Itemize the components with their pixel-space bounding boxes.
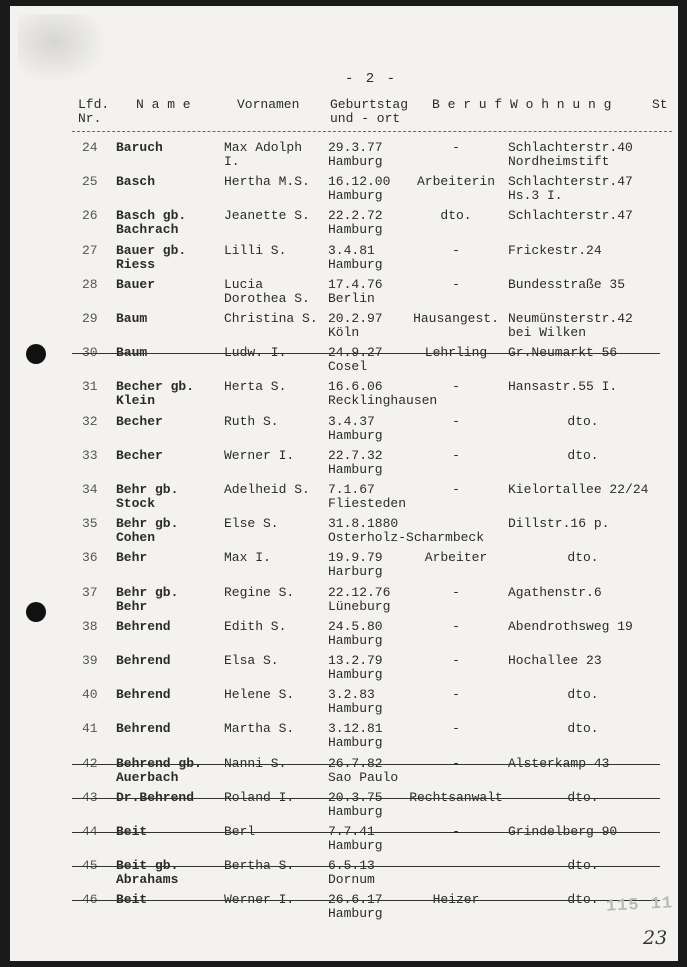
row-name: Bauer gb. <box>116 243 187 258</box>
row-geburtsort: Hamburg <box>328 906 383 921</box>
table-row <box>10 141 678 171</box>
row-vornamen: Roland I. <box>224 790 295 805</box>
row-beruf: - <box>452 585 460 600</box>
header-nr: Nr. <box>78 111 102 126</box>
row-beruf: - <box>452 824 460 839</box>
row-number: 36 <box>82 550 98 565</box>
row-wohnung: dto. <box>567 414 599 429</box>
header-extra: St <box>652 97 668 112</box>
row-number: 44 <box>82 824 98 839</box>
row-name: Behrend <box>116 721 171 736</box>
table-row <box>10 415 678 445</box>
row-vornamen: Hertha M.S. <box>224 174 310 189</box>
row-number: 28 <box>82 277 98 292</box>
row-geburtsort: Hamburg <box>328 428 383 443</box>
row-geburtsort: Dornum <box>328 872 375 887</box>
row-vornamen: Nanni S. <box>224 756 287 771</box>
row-number: 39 <box>82 653 98 668</box>
row-geburtsort: Lüneburg <box>328 599 391 614</box>
row-name-second-line: Abrahams <box>116 872 179 887</box>
row-geburtsort: Hamburg <box>328 667 383 682</box>
row-name: Becher <box>116 414 163 429</box>
row-geburtsort: Hamburg <box>328 804 383 819</box>
header-vornamen: Vornamen <box>237 97 300 112</box>
punch-hole-bottom <box>26 602 46 622</box>
row-wohnung: dto. <box>567 687 599 702</box>
row-number: 34 <box>82 482 98 497</box>
row-geburtstag: 20.2.97 <box>328 311 383 326</box>
row-geburtstag: 16.6.06 <box>328 379 383 394</box>
row-wohnung: Neumünsterstr.42 <box>508 311 633 326</box>
row-number: 24 <box>82 140 98 155</box>
row-geburtstag: 13.2.79 <box>328 653 383 668</box>
row-wohnung: Schlachterstr.47 <box>508 174 633 189</box>
row-wohnung: Hansastr.55 I. <box>508 379 618 394</box>
row-name: Dr.Behrend <box>116 790 195 805</box>
handwritten-page-number: 23 <box>643 927 668 949</box>
row-wohnung: Alsterkamp 43 <box>508 756 610 771</box>
row-geburtsort: Hamburg <box>328 257 383 272</box>
strikethrough-line <box>72 764 660 765</box>
table-row <box>10 620 678 650</box>
row-name: Basch <box>116 174 156 189</box>
row-name-second-line: Behr <box>116 599 148 614</box>
table-row <box>10 175 678 205</box>
row-number: 25 <box>82 174 98 189</box>
row-name: Beit <box>116 824 148 839</box>
row-vornamen: Berl <box>224 824 256 839</box>
row-geburtstag: 3.12.81 <box>328 721 383 736</box>
table-row <box>10 312 678 342</box>
row-geburtstag: 26.6.17 <box>328 892 383 907</box>
table-row <box>10 517 678 547</box>
row-name: Baruch <box>116 140 163 155</box>
row-geburtstag: 26.7.82 <box>328 756 383 771</box>
row-geburtsort: Sao Paulo <box>328 770 399 785</box>
row-vornamen: Jeanette S. <box>224 208 310 223</box>
row-geburtstag: 3.4.37 <box>328 414 375 429</box>
row-geburtsort: Hamburg <box>328 838 383 853</box>
row-beruf: - <box>452 653 460 668</box>
row-geburtsort: Fliesteden <box>328 496 407 511</box>
row-geburtstag: 22.7.32 <box>328 448 383 463</box>
row-wohnung: dto. <box>567 858 599 873</box>
row-geburtstag: 17.4.76 <box>328 277 383 292</box>
row-geburtstag: 3.4.81 <box>328 243 375 258</box>
row-vornamen: Bertha S. <box>224 858 295 873</box>
row-geburtsort: Hamburg <box>328 154 383 169</box>
row-name: Behr <box>116 550 148 565</box>
row-wohnung: Gr.Neumarkt 56 <box>508 345 618 360</box>
row-geburtstag: 22.2.72 <box>328 208 383 223</box>
row-number: 43 <box>82 790 98 805</box>
row-number: 31 <box>82 379 98 394</box>
header-geburtsort: und - ort <box>330 111 401 126</box>
row-beruf: - <box>452 448 460 463</box>
header-divider <box>72 131 672 132</box>
row-geburtstag: 24.9.27 <box>328 345 383 360</box>
row-beruf: - <box>452 721 460 736</box>
strikethrough-line <box>72 798 660 799</box>
row-name: Bauer <box>116 277 156 292</box>
row-geburtsort: Osterholz-Scharmbeck <box>328 530 485 545</box>
row-geburtsort: Hamburg <box>328 701 383 716</box>
row-vornamen: Regine S. <box>224 585 295 600</box>
row-beruf: - <box>452 482 460 497</box>
row-name-second-line: Klein <box>116 393 156 408</box>
row-wohnung: dto. <box>567 790 599 805</box>
row-geburtsort: Hamburg <box>328 188 383 203</box>
row-name: Behrend <box>116 619 171 634</box>
row-vornamen: Christina S. <box>224 311 318 326</box>
row-beruf: - <box>452 243 460 258</box>
row-geburtstag: 16.12.00 <box>328 174 391 189</box>
row-geburtsort: Hamburg <box>328 222 383 237</box>
row-vornamen-second-line: I. <box>224 154 240 169</box>
row-vornamen: Lilli S. <box>224 243 287 258</box>
row-number: 27 <box>82 243 98 258</box>
row-number: 41 <box>82 721 98 736</box>
header-lfd: Lfd. <box>78 97 110 112</box>
row-name-second-line: Riess <box>116 257 156 272</box>
row-vornamen: Herta S. <box>224 379 287 394</box>
row-geburtstag: 22.12.76 <box>328 585 391 600</box>
row-vornamen: Werner I. <box>224 448 295 463</box>
row-wohnung-second-line: Hs.3 I. <box>508 188 563 203</box>
row-wohnung: Schlachterstr.47 <box>508 208 633 223</box>
smudge-mark <box>18 14 108 84</box>
row-beruf: - <box>452 619 460 634</box>
row-vornamen: Max Adolph <box>224 140 303 155</box>
row-name: Behrend <box>116 687 171 702</box>
row-name: Behrend <box>116 653 171 668</box>
row-number: 35 <box>82 516 98 531</box>
row-vornamen-second-line: Dorothea S. <box>224 291 310 306</box>
row-name-second-line: Auerbach <box>116 770 179 785</box>
row-vornamen: Ruth S. <box>224 414 279 429</box>
row-wohnung: Frickestr.24 <box>508 243 602 258</box>
row-name-second-line: Bachrach <box>116 222 179 237</box>
row-wohnung: Agathenstr.6 <box>508 585 602 600</box>
row-number: 26 <box>82 208 98 223</box>
row-geburtstag: 19.9.79 <box>328 550 383 565</box>
header-wohnung: W o h n u n g <box>510 97 612 112</box>
row-name: Becher gb. <box>116 379 195 394</box>
row-name: Behr gb. <box>116 516 179 531</box>
row-number: 37 <box>82 585 98 600</box>
row-number: 38 <box>82 619 98 634</box>
table-row <box>10 483 678 513</box>
row-name: Behrend gb. <box>116 756 202 771</box>
row-number: 42 <box>82 756 98 771</box>
table-row <box>10 449 678 479</box>
row-number: 30 <box>82 345 98 360</box>
row-beruf: Heizer <box>432 892 480 907</box>
row-beruf: Lehrling <box>424 345 488 360</box>
row-name: Behr gb. <box>116 482 179 497</box>
row-name: Basch gb. <box>116 208 187 223</box>
table-row <box>10 209 678 239</box>
page-number: - 2 - <box>345 71 398 87</box>
row-geburtstag: 6.5.13 <box>328 858 375 873</box>
table-row <box>10 551 678 581</box>
row-beruf: - <box>452 379 460 394</box>
row-geburtstag: 7.1.67 <box>328 482 375 497</box>
row-wohnung: Hochallee 23 <box>508 653 602 668</box>
row-wohnung: dto. <box>567 550 599 565</box>
row-wohnung: dto. <box>567 721 599 736</box>
row-wohnung: Schlachterstr.40 <box>508 140 633 155</box>
row-name: Behr gb. <box>116 585 179 600</box>
table-row <box>10 346 678 376</box>
row-number: 45 <box>82 858 98 873</box>
row-vornamen: Edith S. <box>224 619 287 634</box>
header-name: N a m e <box>136 97 191 112</box>
row-geburtsort: Berlin <box>328 291 375 306</box>
row-vornamen: Elsa S. <box>224 653 279 668</box>
row-geburtsort: Hamburg <box>328 735 383 750</box>
row-wohnung-second-line: bei Wilken <box>508 325 587 340</box>
row-beruf: - <box>452 140 460 155</box>
row-vornamen: Else S. <box>224 516 279 531</box>
row-number: 33 <box>82 448 98 463</box>
strikethrough-line <box>72 900 660 901</box>
header-geburtstag: Geburtstag <box>330 97 409 112</box>
row-wohnung: dto. <box>567 448 599 463</box>
punch-hole-top <box>26 344 46 364</box>
row-number: 40 <box>82 687 98 702</box>
row-geburtsort: Harburg <box>328 564 383 579</box>
row-wohnung: dto. <box>567 892 599 907</box>
row-geburtstag: 31.8.1880 <box>328 516 399 531</box>
table-row <box>10 278 678 308</box>
row-vornamen: Max I. <box>224 550 271 565</box>
strikethrough-line <box>72 832 660 833</box>
row-beruf: Hausangest. <box>413 311 499 326</box>
table-row <box>10 893 678 923</box>
table-row <box>10 825 678 855</box>
row-vornamen: Martha S. <box>224 721 295 736</box>
row-geburtsort: Hamburg <box>328 462 383 477</box>
row-name: Baum <box>116 345 148 360</box>
row-beruf: Arbeiter <box>424 550 488 565</box>
table-row <box>10 859 678 889</box>
row-geburtstag: 3.2.83 <box>328 687 375 702</box>
row-wohnung: Dillstr.16 p. <box>508 516 610 531</box>
row-geburtstag: 24.5.80 <box>328 619 383 634</box>
row-wohnung: Abendrothsweg 19 <box>508 619 633 634</box>
row-wohnung: Kielortallee 22/24 <box>508 482 649 497</box>
row-beruf: dto. <box>440 208 472 223</box>
table-row <box>10 722 678 752</box>
row-wohnung-second-line: Nordheimstift <box>508 154 610 169</box>
row-vornamen: Helene S. <box>224 687 295 702</box>
strikethrough-line <box>72 866 660 867</box>
row-geburtsort: Hamburg <box>328 633 383 648</box>
table-row <box>10 380 678 410</box>
row-beruf: Arbeiterin <box>416 174 495 189</box>
row-wohnung: Bundesstraße 35 <box>508 277 626 292</box>
row-geburtstag: 29.3.77 <box>328 140 383 155</box>
archive-stamp: 115 11 <box>605 894 674 917</box>
header-beruf: B e r u f <box>432 97 503 112</box>
table-row <box>10 791 678 821</box>
document-page <box>10 6 678 961</box>
row-geburtsort: Recklinghausen <box>328 393 438 408</box>
strikethrough-line <box>72 353 660 354</box>
row-vornamen: Ludw. I. <box>224 345 287 360</box>
row-name-second-line: Cohen <box>116 530 156 545</box>
row-geburtstag: 7.7.41 <box>328 824 375 839</box>
table-row <box>10 654 678 684</box>
row-vornamen: Adelheid S. <box>224 482 310 497</box>
row-name: Beit <box>116 892 148 907</box>
row-name-second-line: Stock <box>116 496 156 511</box>
row-beruf: - <box>452 414 460 429</box>
row-geburtsort: Cosel <box>328 359 368 374</box>
row-beruf: - <box>452 756 460 771</box>
row-geburtsort: Köln <box>328 325 360 340</box>
row-number: 29 <box>82 311 98 326</box>
row-name: Becher <box>116 448 163 463</box>
row-beruf: Rechtsanwalt <box>409 790 503 805</box>
row-geburtstag: 20.3.75 <box>328 790 383 805</box>
row-name: Baum <box>116 311 148 326</box>
table-row <box>10 688 678 718</box>
row-name: Beit gb. <box>116 858 179 873</box>
row-number: 32 <box>82 414 98 429</box>
table-row <box>10 244 678 274</box>
row-vornamen: Werner I. <box>224 892 295 907</box>
row-beruf: - <box>452 277 460 292</box>
row-beruf: - <box>452 687 460 702</box>
row-number: 46 <box>82 892 98 907</box>
row-vornamen: Lucia <box>224 277 264 292</box>
row-wohnung: Grindelberg 90 <box>508 824 618 839</box>
table-row <box>10 586 678 616</box>
table-row <box>10 757 678 787</box>
